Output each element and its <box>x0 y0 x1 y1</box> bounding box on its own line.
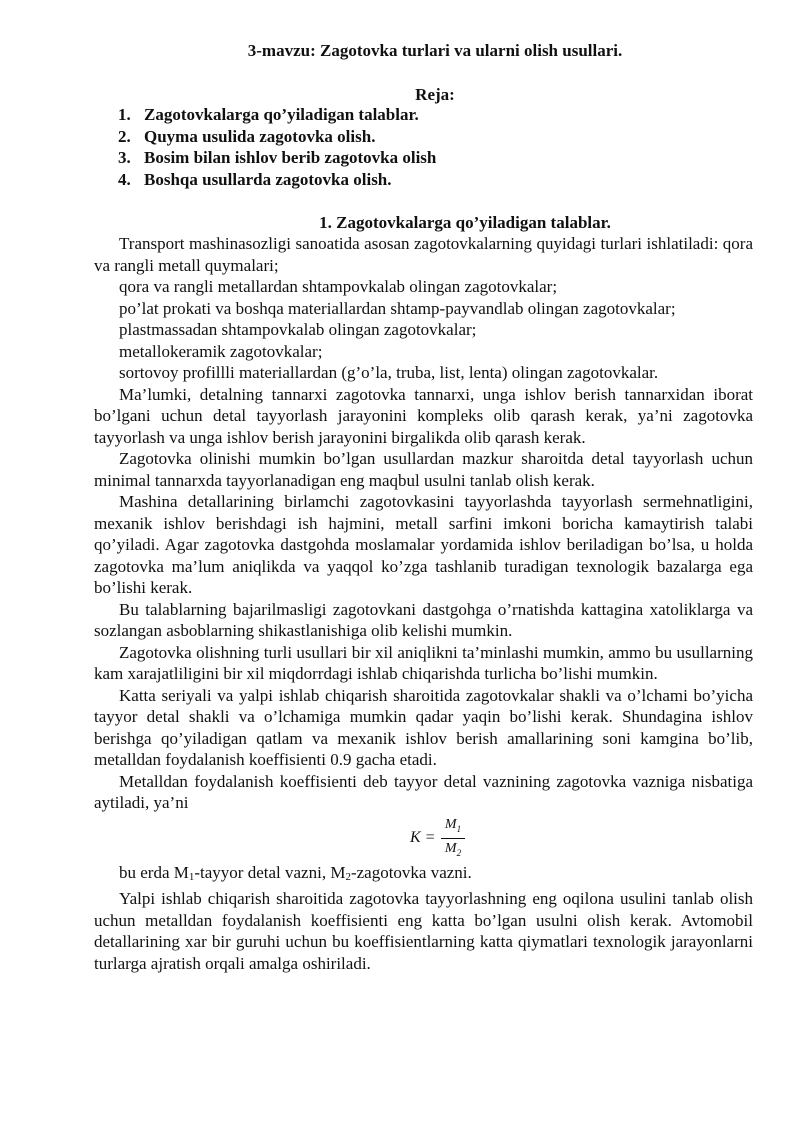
paragraph: Metalldan foydalanish koeffisienti deb tayyor detal vaznining zagotovka vazniga nisbatiga aytiladi, ya’ni <box>94 771 753 812</box>
explanation-subscript: 2 <box>345 870 351 883</box>
section-heading: 1. Zagotovkalarga qo’yiladigan talablar. <box>319 213 611 232</box>
denominator-subscript: 2 <box>456 848 462 859</box>
plan-item-text: Boshqa usullarda zagotovka olish. <box>144 169 392 189</box>
paragraph: Zagotovka olinishi mumkin bo’lgan usullardan mazkur sharoitda detal tayyorlash uchun minimal tannarxda tayyorlanadigan eng maqbul usulni tanlab olish kerak. <box>94 449 753 490</box>
explanation-text: -zagotovka vazni. <box>350 862 472 882</box>
plan-item-text: Bosim bilan ishlov berib zagotovka olish <box>144 148 437 167</box>
plan-item-text: Zagotovkalarga qo’yiladigan talablar. <box>144 105 419 124</box>
paragraph: metallokeramik zagotovkalar; <box>119 341 323 361</box>
formula-denominator <box>441 840 465 862</box>
paragraph: Mashina detallarining birlamchi zagotovkasini tayyorlashda tayyorlash sermehnatligini, mexanik ishlov berishdagi ish hajmini, metall sarfini imkoni boricha kamaytirish talabi qo’yiladi. Agar zagotovka dastgohda moslamalar yordamida ishlov beriladigan bo’lsa, u holda zagotovka ma’lum aniqlikda va yaqqol ko’zga tashlanib turadigan texnologik bazalarga ega bo’lishi kerak. <box>94 492 753 597</box>
plan-item <box>118 104 436 126</box>
fraction-bar <box>441 838 465 839</box>
paragraph: po’lat prokati va boshqa materiallardan shtamp-payvandlab olingan zagotovkalar; <box>119 298 676 318</box>
plan-list <box>118 104 436 190</box>
formula-numerator <box>441 816 465 838</box>
plan-item <box>118 147 436 169</box>
paragraph: Yalpi ishlab chiqarish sharoitida zagotovka tayyorlashning eng oqilona usulini tanlab olish uchun metalldan foydalanish koeffisienti eng katta bo’lgan usulni olish kerak. Avtomobil detallarining xar bir guruhi uchun bu koeffisientlarning katta qiymatlari texnologik jarayonlarni turlarga ajratish orqali amalga oshiriladi. <box>94 889 753 973</box>
paragraph: Katta seriyali va yalpi ishlab chiqarish sharoitida zagotovkalar shakli va o’lchami bo’yicha tayyor detal shakli va o’lchamiga mumkin qadar yaqin bo’lishi kerak. Shundagina ishlov berishga qo’yiladigan qatlam va mexanik ishlov berish amallarining soni kamgina bo’lib, metalldan foydalanish koeffisienti 0.9 gacha etadi. <box>94 685 753 769</box>
formula-fraction <box>441 816 465 863</box>
paragraph: sortovoy profillli materiallardan (g’o’la, truba, list, lenta) olingan zagotovkalar. <box>119 363 659 382</box>
formula-lhs: K = <box>410 828 436 846</box>
plan-item-number: 2. <box>118 126 131 146</box>
coefficient-formula <box>94 816 753 860</box>
denominator-variable: M <box>444 841 457 857</box>
numerator-variable: M <box>444 816 457 832</box>
formula-explanation <box>94 862 753 889</box>
explanation-text: -tayyor detal vazni, M <box>194 862 346 882</box>
plan-item-text: Quyma usulida zagotovka olish. <box>144 126 376 146</box>
page-title: 3-mavzu: Zagotovka turlari va ularni olish usullari. <box>247 41 623 60</box>
plan-item <box>118 169 436 191</box>
plan-item-number: 4. <box>118 169 131 189</box>
plan-item-number: 3. <box>118 148 131 167</box>
paragraph: plastmassadan shtampovkalab olingan zagotovkalar; <box>119 320 477 339</box>
plan-item-number: 1. <box>118 105 131 124</box>
numerator-subscript: 1 <box>456 823 462 834</box>
paragraph: Zagotovka olishning turli usullari bir xil aniqlikni ta’minlashi mumkin, ammo bu usullarning kam xarajatliligini bir xil miqdorrdagi ishlab chiqarishda turlicha bo’lishi mumkin. <box>94 642 753 683</box>
plan-item <box>118 126 436 148</box>
body-text <box>94 233 753 974</box>
plan-heading: Reja: <box>415 85 455 104</box>
paragraph: Ma’lumki, detalning tannarxi zagotovka tannarxi, unga ishlov berish tannarxidan iborat bo’lgani uchun detal tayyorlash jarayonini kompleks olib qarash kerak, ya’ni zagotovka tayyorlash va unga ishlov berish jarayonini birgalikda olib qarash kerak. <box>94 384 753 447</box>
paragraph: Transport mashinasozligi sanoatida asosan zagotovkalarning quyidagi turlari ishlatiladi: qora va rangli metall quymalari; <box>94 234 753 275</box>
explanation-subscript: 1 <box>188 870 195 883</box>
explanation-text: bu erda M <box>119 862 189 882</box>
paragraph: Bu talablarning bajarilmasligi zagotovkani dastgohga o’rnatishda kattagina xatoliklarga va sozlangan asboblarning shikastlanishiga olib kelishi mumkin. <box>94 599 753 640</box>
paragraph: qora va rangli metallardan shtampovkalab olingan zagotovkalar; <box>119 277 558 296</box>
